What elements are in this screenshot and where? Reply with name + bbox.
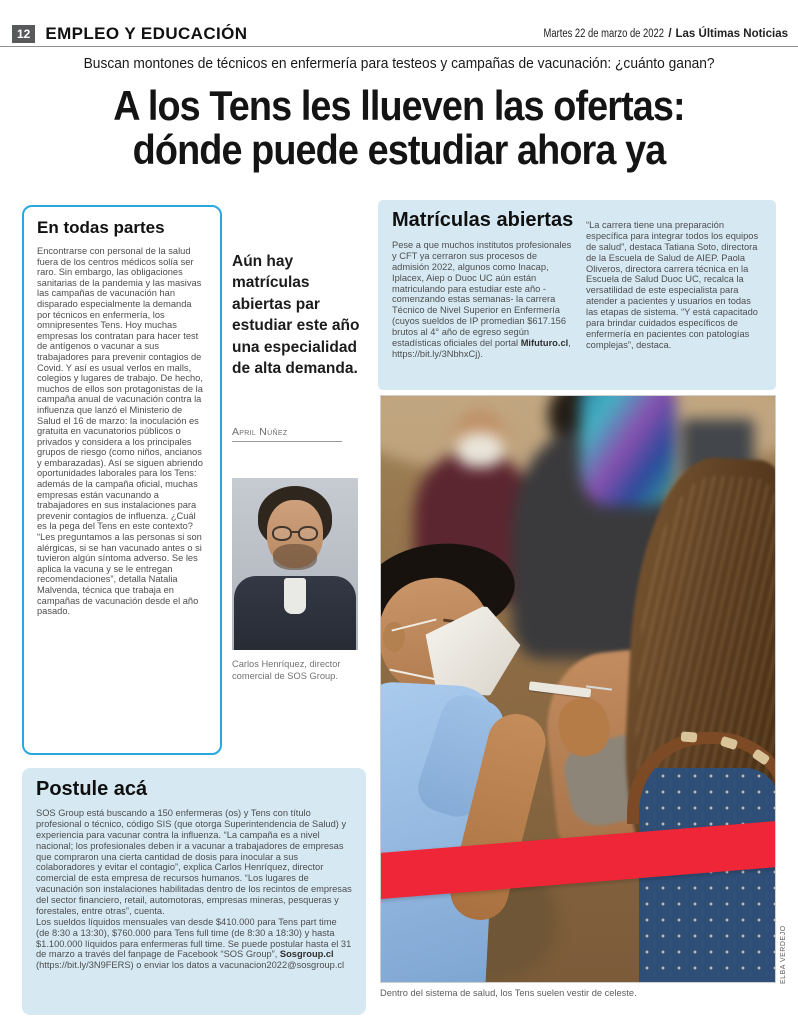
portrait-beard: [273, 544, 317, 570]
mifuturo-mention: Mifuturo.cl: [520, 337, 569, 348]
newspaper-name: Las Últimas Noticias: [675, 28, 788, 40]
main-photo: [380, 395, 776, 983]
masthead: [12, 22, 788, 46]
section-title: EMPLEO Y EDUCACIÓN: [45, 24, 248, 43]
matriculas-col1: [392, 240, 574, 360]
main-photo-caption: Dentro del sistema de salud, los Tens suelen vestir de celeste.: [380, 988, 637, 998]
headline-line1: A los Tens les llueven las ofertas:: [113, 82, 685, 129]
pull-quote: Aún hay matrículas abiertas par estudiar este año una especialidad de alta demanda.: [232, 253, 360, 377]
postule-paragraph-1: SOS Group está buscando a 150 enfermeras (os) y Tens con título profesional o técnico, código SIS (que otorga Superintendencia de Salud) y experiencia para vacunar contra la influenza. “La campaña es a nivel nacional; los profesionales deben ir a vacunar a trabajadores de empresas que compraron una cierta cantidad de dosis para inocular a sus colaboradores y evitar el contagio”, explica Carlos Henríquez, director comercial de esta empresa de recursos humanos. “Los lugares de vacunación son instalaciones habilitadas dentro de los recintos de empresas del sector financiero, retail, automotoras, empresas mineras, pesqueras y forestales, entre otras”, cuenta.: [36, 808, 352, 916]
nurse-hand: [554, 694, 613, 760]
en-todas-partes-box: [22, 205, 222, 755]
postule-paragraph-2: [36, 917, 352, 971]
matriculas-title: Matrículas abiertas: [392, 209, 574, 231]
kicker: Buscan montones de técnicos en enfermería para testeos y campañas de vacunación: ¿cuánto ganan?: [83, 56, 715, 72]
matriculas-col2: “La carrera tiene una preparación específica para integrar todos los equipos de salud”, destaca Tatiana Soto, directora de la Escuela de Salud de AIEP. Paola Oliveros, directora carrera técnica en la Escuela de Salud Duoc UC, recalca la versatilidad de este especialista para atender a pacientes y usuarios en todas las etapas de sistema. “Y está capacitado para brindar cuidados específicos de enfermería en pacientes con patologías complejas”, destaca.: [586, 220, 759, 350]
matriculas-col1-url: , https://bit.ly/3NbhxCj).: [392, 337, 571, 359]
masthead-rule: [0, 46, 798, 47]
portrait-glasses-left: [272, 526, 292, 541]
portrait-caption: Carlos Henríquez, director comercial de SOS Group.: [232, 659, 341, 682]
author-byline: April Núñez: [232, 426, 342, 442]
postule-title: Postule acá: [36, 778, 148, 800]
page-number: 12: [12, 25, 35, 43]
separator: /: [668, 28, 672, 40]
portrait-photo: [232, 478, 358, 650]
postule-salaries-text: Los sueldos líquidos mensuales van desde $410.000 para Tens part time (de 8:30 a 13:30), $760.000 para Tens full time (de 8:30 a 18:30) y hasta $1.100.000 líquidos para enfermeras full time. Se puede postular hasta el 31 de marzo a través del fanpage de Facebook “SOS Group”,: [36, 916, 352, 960]
postule-contact-text: (https://bit.ly/3N9FERS) o enviar los datos a vacunacion2022@sosgroup.cl: [36, 960, 345, 971]
edition-date: Martes 22 de marzo de 2022: [543, 28, 665, 40]
postule-aca-box: [22, 768, 366, 1015]
photo-credit: ELBA VERDEJO: [780, 925, 787, 984]
syringe-barrel: [529, 681, 592, 697]
matriculas-col1-text: Pese a que muchos institutos profesionales y CFT ya cerraron sus procesos de admisión 2022, algunos como Inacap, Iplacex, Aiep o Duoc UC aún están matriculando para estudiar este año -comenzando estas semanas- la carrera Técnico de Nivel Superior en Enfermería (cuyos sueldos de IP promedian $617.156 brutos al 4° año de egreso según estadísticas oficiales del portal: [392, 240, 572, 348]
chair-frame-highlight: [681, 731, 698, 742]
chair-wood-frame: [627, 732, 776, 824]
headline-line2: dónde puede estudiar ahora ya: [132, 126, 666, 174]
portrait-shirt: [284, 578, 306, 614]
en-todas-partes-title: En todas partes: [37, 218, 165, 237]
portrait-glasses-bridge: [291, 531, 299, 533]
en-todas-partes-body: Encontrarse con personal de la salud fuera de los centros médicos solía ser raro. Sin embargo, las obligaciones sanitarias de la pandemia y las masivas las campañas de vacunación han disparado especialmente la demanda por técnicos en enfermería, los omnipresentes Tens. Hoy muchas empresas los contratan para hacer test de antígenos o vacunar a sus trabajadores para prevenir contagios de Covid. Y así es usual verlos en malls, colegios y lugares de trabajo. De hecho, muchos de ellos son protagonistas de la campaña anual de vacunación contra la influenza que lanzó el Ministerio de Salud el 16 de marzo: la inoculación es gratuita en vacunatorios públicos o privados y considera a los principales grupos de riesgo (como niños, ancianos y embarazadas). Así se siguen abriendo oportunidades laborales para los Tens: además de la campaña oficial, muchas empresas están vacunando a trabajadores en sus instalaciones para prevenir contagios de influenza. ¿Cuál es la pega del Tens en este contexto? “Les preguntamos a las personas si son alérgicas, si se han vacunado antes o si tuvieron algún síntoma adverso. Se les aplica la vacuna y se le entregan recomendaciones”, detalla Natalia Malvenda, técnica que trabaja en campañas de vacunación desde el año pasado.: [37, 246, 203, 617]
headline: [0, 84, 798, 172]
masthead-right: [517, 28, 788, 40]
sosgroup-mention: Sosgroup.cl: [279, 949, 334, 960]
portrait-glasses-right: [298, 526, 318, 541]
photo-foreground: [381, 396, 775, 982]
matriculas-abiertas-box: [378, 200, 776, 390]
